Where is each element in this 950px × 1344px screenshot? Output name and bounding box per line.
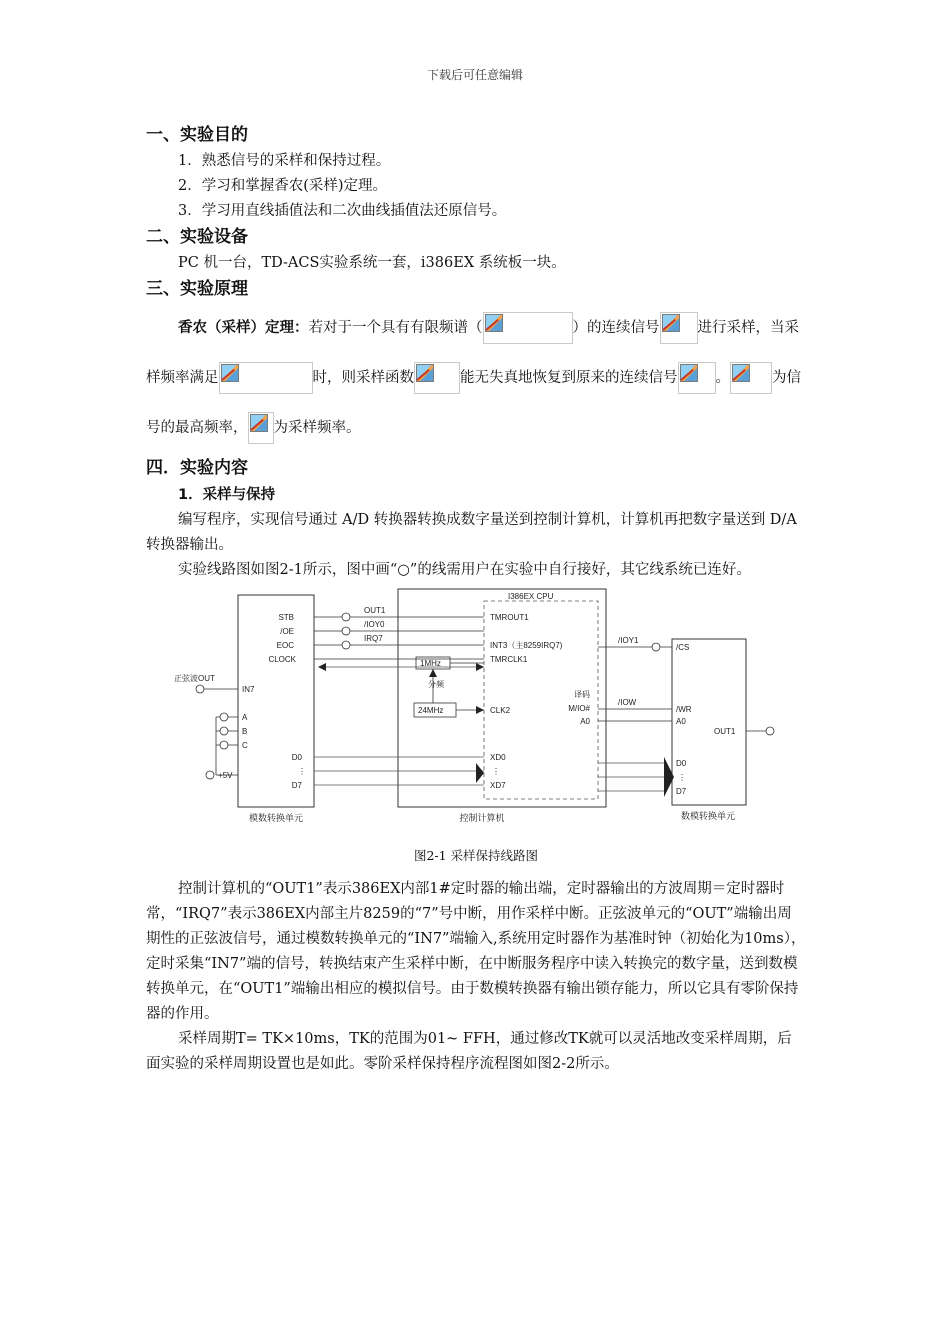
svg-text:⋮: ⋮ xyxy=(678,773,686,782)
section-title-equipment: 二、实验设备 xyxy=(146,227,248,247)
svg-text:正弦波OUT: 正弦波OUT xyxy=(174,674,215,683)
svg-text:数模转换单元: 数模转换单元 xyxy=(680,811,736,821)
svg-text:TMRCLK1: TMRCLK1 xyxy=(490,655,528,664)
svg-text:1MHz: 1MHz xyxy=(420,659,441,668)
svg-text:CLOCK: CLOCK xyxy=(268,655,296,664)
formula-image-icon xyxy=(219,362,313,394)
equipment-text: PC 机一台，TD-ACS实验系统一套，i386EX 系统板一块。 xyxy=(178,255,566,271)
cpu-dashed-box xyxy=(484,601,598,799)
formula-image-icon xyxy=(483,312,573,344)
svg-text:模数转换单元: 模数转换单元 xyxy=(248,813,304,823)
content-paragraph-3: 控制计算机的“OUT1”表示386EX内部1#定时器的输出端，定时器输出的方波周期＝定时器时常，“IRQ7”表示386EX内部主片8259的“7”号中断，用作采样中断。正弦波单元的“OUT”端输出周期性的正弦波信号，通过模数转换单元的“IN7”端输入,系统用定时器作为基准时钟（初始化为10ms），定时采集“IN7”端的信号，转换结束产生采样中断，在中断服务程序中读入转换完的数字量，送到数模转换单元，在“OUT1”端输出相应的模拟信号。由于数模转换器有输出锁存能力，所以它具有零阶保持器的作用。 xyxy=(146,881,806,1022)
circuit-diagram xyxy=(146,587,806,837)
svg-text:EOC: EOC xyxy=(276,641,294,650)
content-paragraph-1: 编写程序，实现信号通过 A/D 转换器转换成数字量送到控制计算机，计算机再把数字量送到 D/A 转换器输出。 xyxy=(146,512,797,553)
svg-text:CLK2: CLK2 xyxy=(490,706,511,715)
page-header: 下载后可任意编辑 xyxy=(426,68,523,82)
svg-text:D0: D0 xyxy=(676,759,687,768)
svg-text:INT3（主8259IRQ7): INT3（主8259IRQ7) xyxy=(490,641,563,650)
svg-text:/WR: /WR xyxy=(676,705,692,714)
formula-image-icon xyxy=(414,362,460,394)
svg-text:D7: D7 xyxy=(291,781,302,790)
svg-text:A0: A0 xyxy=(676,717,686,726)
svg-text:OUT1: OUT1 xyxy=(714,727,736,736)
content-paragraph-4: 采样周期T= TK×10ms，TK的范围为01~ FFH，通过修改TK就可以灵活地改变采样周期，后面实验的采样周期设置也是如此。零阶采样保持程序流程图如图2-2所示。 xyxy=(146,1031,792,1072)
svg-text:A: A xyxy=(242,713,248,722)
svg-text:⋮: ⋮ xyxy=(298,767,306,776)
svg-text:24MHz: 24MHz xyxy=(418,706,444,715)
formula-image-icon xyxy=(730,362,772,394)
shannon-theorem-paragraph: 香农（采样）定理：若对于一个具有有限频谱（ ）的连续信号 进行采样，当采样频率满足 时，则采样函数 能无失真地恢复到原来的连续信号 。 为信号的最高频率， 为采样频率。 xyxy=(146,303,806,453)
subsection-title-sampling: 1．采样与保持 xyxy=(178,487,276,503)
svg-text:XD0: XD0 xyxy=(490,753,506,762)
svg-text:I386EX CPU: I386EX CPU xyxy=(508,592,554,601)
svg-text:XD7: XD7 xyxy=(490,781,506,790)
svg-text:/IOW: /IOW xyxy=(618,698,637,707)
svg-text:/OE: /OE xyxy=(280,627,294,636)
document-body xyxy=(146,122,806,1077)
section-title-content: 四．实验内容 xyxy=(146,458,248,478)
purpose-item-2: 2．学习和掌握香农(采样)定理。 xyxy=(178,178,388,194)
purpose-item-3: 3．学习用直线插值法和二次曲线插值法还原信号。 xyxy=(178,203,507,219)
theorem-lead: 香农（采样）定理： xyxy=(178,320,309,336)
svg-text:译码: 译码 xyxy=(574,690,590,699)
svg-text:⋮: ⋮ xyxy=(492,767,500,776)
svg-text:IN7: IN7 xyxy=(242,685,255,694)
svg-text:/CS: /CS xyxy=(676,643,690,652)
svg-text:TMROUT1: TMROUT1 xyxy=(490,613,529,622)
svg-text:/IOY1: /IOY1 xyxy=(618,636,639,645)
content-paragraph-2: 实验线路图如图2-1所示，图中画“○”的线需用户在实验中自行接好，其它线系统已连好。 xyxy=(178,562,751,578)
svg-text:M/IO#: M/IO# xyxy=(568,704,590,713)
purpose-item-1: 1．熟悉信号的采样和保持过程。 xyxy=(178,153,391,169)
section-title-principle: 三、实验原理 xyxy=(146,279,248,299)
svg-text:D0: D0 xyxy=(291,753,302,762)
formula-image-icon xyxy=(248,412,274,444)
formula-image-icon xyxy=(678,362,716,394)
formula-image-icon xyxy=(660,312,698,344)
svg-text:C: C xyxy=(242,741,248,750)
section-title-purpose: 一、实验目的 xyxy=(146,125,248,145)
svg-text:OUT1: OUT1 xyxy=(364,606,386,615)
svg-text:B: B xyxy=(242,727,248,736)
figure-caption: 图2-1 采样保持线路图 xyxy=(413,848,539,863)
svg-text:STB: STB xyxy=(278,613,294,622)
svg-text:+5V: +5V xyxy=(218,771,233,780)
svg-text:A0: A0 xyxy=(580,717,590,726)
svg-text:控制计算机: 控制计算机 xyxy=(459,813,505,823)
svg-text:IRQ7: IRQ7 xyxy=(364,634,383,643)
svg-text:/IOY0: /IOY0 xyxy=(364,620,385,629)
svg-text:分频: 分频 xyxy=(428,680,444,689)
svg-text:D7: D7 xyxy=(676,787,687,796)
